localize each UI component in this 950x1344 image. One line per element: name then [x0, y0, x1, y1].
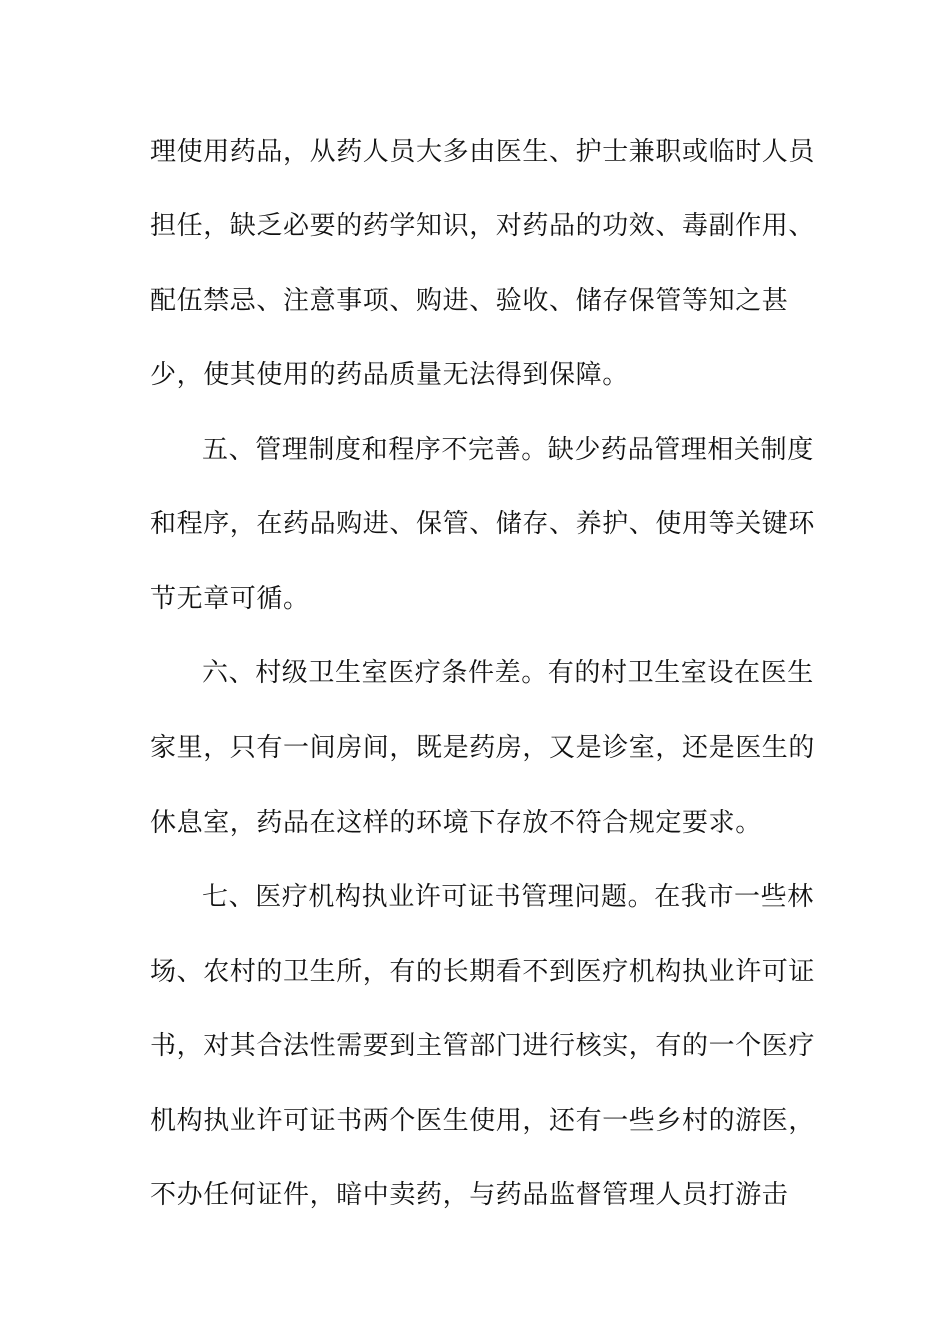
body-text-line: 场、农村的卫生所，有的长期看不到医疗机构执业许可证 — [150, 957, 816, 987]
paragraph-7-first-line: 七、医疗机构执业许可证书管理问题。在我市一些林 — [202, 882, 814, 912]
body-text-line: 书，对其合法性需要到主管部门进行核实，有的一个医疗 — [150, 1031, 816, 1061]
body-text-line: 配伍禁忌、注意事项、购进、验收、储存保管等知之甚 — [150, 286, 789, 316]
body-text-line: 节无章可循。 — [150, 584, 310, 614]
body-text-line: 和程序，在药品购进、保管、储存、养护、使用等关键环 — [150, 509, 816, 539]
body-text-line: 家里，只有一间房间，既是药房，又是诊室，还是医生的 — [150, 733, 816, 763]
body-text-line: 机构执业许可证书两个医生使用，还有一些乡村的游医， — [150, 1106, 816, 1136]
body-text-line: 理使用药品，从药人员大多由医生、护士兼职或临时人员 — [150, 137, 816, 167]
body-text-line: 少，使其使用的药品质量无法得到保障。 — [150, 360, 629, 390]
body-text-line: 不办任何证件，暗中卖药，与药品监督管理人员打游击 — [150, 1180, 789, 1210]
body-text-line: 休息室，药品在这样的环境下存放不符合规定要求。 — [150, 808, 762, 838]
body-text-line: 担任，缺乏必要的药学知识，对药品的功效、毒副作用、 — [150, 211, 816, 241]
paragraph-6-first-line: 六、村级卫生室医疗条件差。有的村卫生室设在医生 — [202, 658, 814, 688]
paragraph-5-first-line: 五、管理制度和程序不完善。缺少药品管理相关制度 — [202, 435, 814, 465]
